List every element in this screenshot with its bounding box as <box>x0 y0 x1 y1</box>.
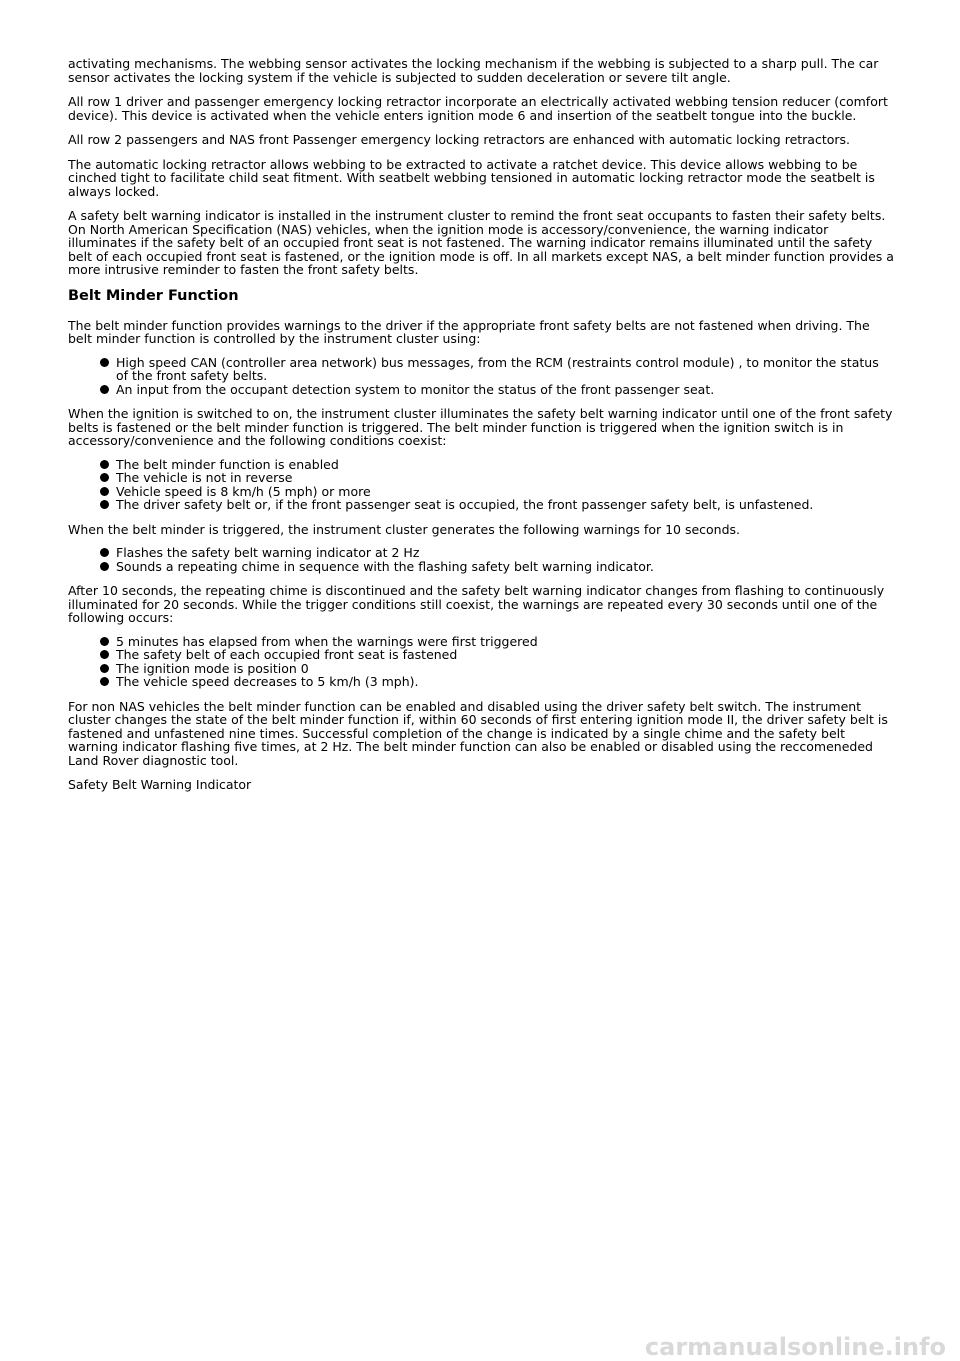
paragraph-non-nas: For non NAS vehicles the belt minder function can be enabled and disabled using the driver safety belt switch. The instrument cluster changes the state of the belt minder function if, within 60 seconds of first entering ignition mode II, the driver safety belt is fastened and unfastened nine times. Successful completion of the change is indicated by a single chime and the safety belt warning indicator flashing five times, at 2 Hz. The belt minder function can also be enabled or disabled using the reccomeneded Land Rover diagnostic tool. <box>68 698 888 768</box>
list-item: Flashes the safety belt warning indicator at 2 Hz <box>116 546 894 560</box>
paragraph-tension-reducer: All row 1 driver and passenger emergency locking retractor incorporate an electrically activated webbing tension reducer (comfort device). This device is activated when the vehicle enters ignition mode 6 and insertion of the seatbelt tongue into the buckle. <box>68 94 888 123</box>
paragraph-belt-minder-intro: The belt minder function provides warnings to the driver if the appropriate front safety belts are not fastened when driving. The belt minder function is controlled by the instrument cluster using: <box>68 317 870 346</box>
document-body <box>68 57 894 803</box>
bullet-icon <box>100 487 109 496</box>
list-item: Vehicle speed is 8 km/h (5 mph) or more <box>116 485 894 499</box>
bullet-icon <box>100 473 109 482</box>
bullet-icon <box>100 677 109 686</box>
paragraph-automatic-locking: The automatic locking retractor allows webbing to be extracted to activate a ratchet device. This device allows webbing to be cinched tight to facilitate child seat fitment. With seatbelt webbing tensioned in automatic locking retractor mode the seatbelt is always locked. <box>68 156 875 199</box>
list-item: 5 minutes has elapsed from when the warnings were first triggered <box>116 635 894 649</box>
paragraph-warning-indicator: A safety belt warning indicator is installed in the instrument cluster to remind the front seat occupants to fasten their safety belts. On North American Specification (NAS) vehicles, when the ignition mode is accessory/convenience, the warning indicator illuminates if the safety belt of an occupied front seat is not fastened. The warning indicator remains illuminated until the safety belt of each occupied front seat is fastened, or the ignition mode is off. In all markets except NAS, a belt minder function provides a more intrusive reminder to fasten the front safety belts. <box>68 208 894 277</box>
bullet-icon <box>100 358 109 367</box>
bullet-icon <box>100 637 109 646</box>
list-item: The vehicle speed decreases to 5 km/h (3 mph). <box>116 675 894 689</box>
list-item: The belt minder function is enabled <box>116 458 894 472</box>
list-item: An input from the occupant detection system to monitor the status of the front passenger seat. <box>116 383 894 397</box>
list-monitoring-inputs <box>68 356 894 397</box>
paragraph-after-10-seconds: After 10 seconds, the repeating chime is discontinued and the safety belt warning indicator changes from flashing to continuously illuminated for 20 seconds. While the trigger conditions still coexist, the warnings are repeated every 30 seconds until one of the following occurs: <box>68 583 885 625</box>
bullet-icon <box>100 664 109 673</box>
section-heading: Belt Minder Function <box>68 287 239 304</box>
list-item: The safety belt of each occupied front seat is fastened <box>116 648 894 662</box>
bullet-icon <box>100 385 109 394</box>
bullet-icon <box>100 548 109 557</box>
list-item: Sounds a repeating chime in sequence with the flashing safety belt warning indicator. <box>116 560 894 574</box>
paragraph-locking-mechanisms: activating mechanisms. The webbing sensor activates the locking mechanism if the webbing is subjected to a sharp pull. The car sensor activates the locking system if the vehicle is subjected to sudden deceleration or severe tilt angle. <box>68 56 879 85</box>
bullet-icon <box>100 562 109 571</box>
bullet-icon <box>100 460 109 469</box>
list-stop-conditions <box>68 635 894 689</box>
list-item: The driver safety belt or, if the front passenger seat is occupied, the front passenger safety belt, is unfastened. <box>116 498 894 512</box>
bullet-icon <box>100 650 109 659</box>
list-conditions <box>68 458 894 512</box>
list-item: The vehicle is not in reverse <box>116 471 894 485</box>
bullet-icon <box>100 500 109 509</box>
figure-caption: Safety Belt Warning Indicator <box>68 777 252 792</box>
paragraph-trigger-conditions: When the ignition is switched to on, the instrument cluster illuminates the safety belt warning indicator until one of the front safety belts is fastened or the belt minder function is triggered. The belt minder function is triggered when the ignition switch is in accessory/convenience and the following conditions coexist: <box>68 406 893 448</box>
paragraph-triggered-warnings: When the belt minder is triggered, the instrument cluster generates the following warnings for 10 seconds. <box>68 521 741 537</box>
list-item: The ignition mode is position 0 <box>116 662 894 676</box>
list-item: High speed CAN (controller area network) bus messages, from the RCM (restraints control module) , to monitor the status of the front safety belts. <box>116 356 894 383</box>
watermark-logo: carmanualsonline.info <box>644 1332 946 1361</box>
paragraph-row2-retractors: All row 2 passengers and NAS front Passenger emergency locking retractors are enhanced with automatic locking retractors. <box>68 132 851 147</box>
list-warnings <box>68 546 894 573</box>
